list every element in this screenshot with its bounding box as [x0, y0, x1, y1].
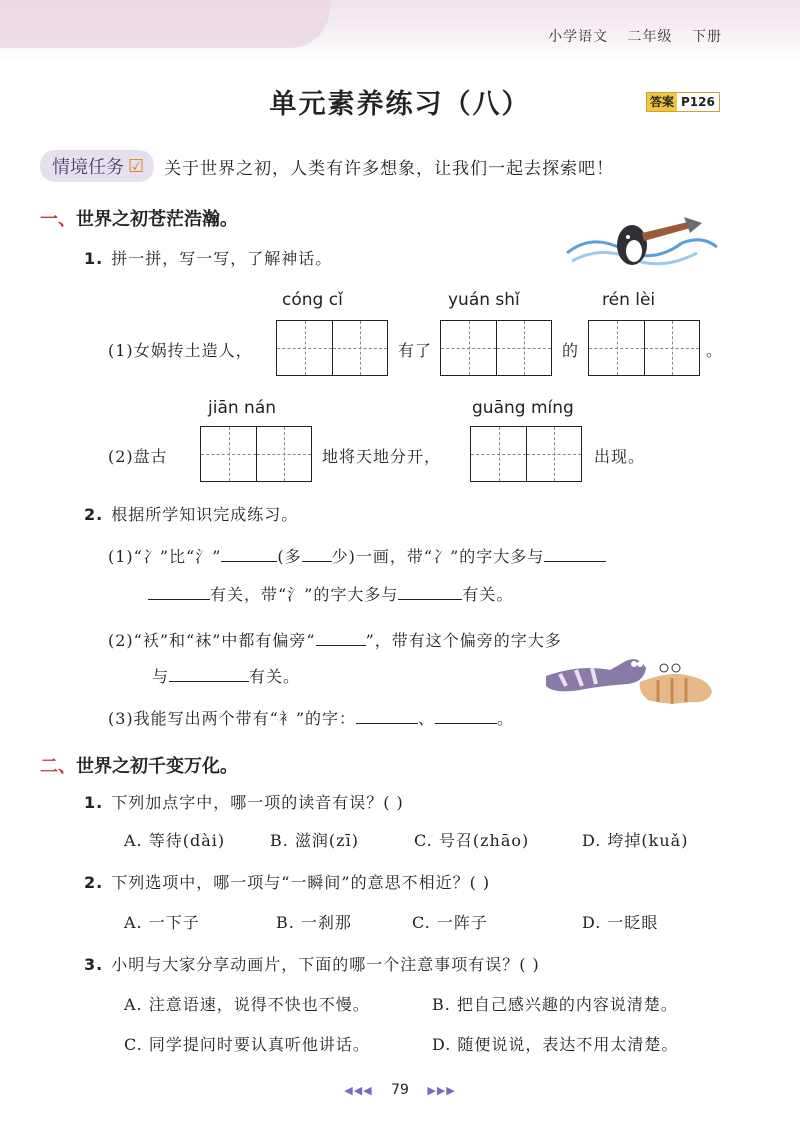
- page-footer: [0, 1082, 800, 1098]
- grid-cell[interactable]: [496, 321, 551, 375]
- s1-q2-part3-b: 、: [418, 709, 436, 728]
- page-title: 单元素养练习（八）: [269, 89, 531, 120]
- s1-q2-part1-line1: [108, 544, 606, 567]
- socks-illustration: [540, 646, 720, 708]
- pinyin-ren-lei: rén lèi: [602, 290, 656, 310]
- section-2-number: 二、: [40, 756, 76, 777]
- task-label: 情境任务: [52, 157, 124, 178]
- s1-q2-part1-e: 有关。: [462, 585, 514, 604]
- s2-q2-number: 2.: [84, 873, 104, 892]
- grade-label: 二年级: [627, 29, 673, 45]
- s1-q2-part2-a: (2)“袄”和“袜”中都有偏旁“: [108, 631, 316, 650]
- s2-q3-option-a[interactable]: A. 注意语速，说得不快也不慢。: [124, 995, 370, 1014]
- grid-cell[interactable]: [441, 321, 496, 375]
- answer-blank[interactable]: [169, 667, 249, 682]
- answer-blank[interactable]: [544, 547, 606, 562]
- s1-q1-line1-mid1: 有了: [398, 341, 433, 360]
- grid-cell[interactable]: [201, 427, 256, 481]
- s1-q2-part1-line2: [148, 582, 513, 605]
- s1-q2-number: 2.: [84, 505, 104, 524]
- grid-cell[interactable]: [471, 427, 526, 481]
- task-pill: [40, 150, 154, 182]
- writing-grid-cong-ci[interactable]: [276, 320, 388, 376]
- s2-q1-text: 下列加点字中，哪一项的读音有误？( ): [111, 793, 404, 812]
- answer-blank[interactable]: [398, 585, 462, 600]
- s2-q3-stem: [84, 952, 540, 975]
- s2-q1-stem: [84, 790, 404, 813]
- pinyin-jian-nan: jiān nán: [208, 398, 277, 418]
- penguin-illustration: [562, 213, 722, 275]
- next-arrows-icon: ▶▶▶: [427, 1084, 456, 1097]
- s1-q1-line1-pre: (1)女娲抟土造人，: [108, 341, 253, 360]
- writing-grid-yuan-shi[interactable]: [440, 320, 552, 376]
- s2-q3-option-b[interactable]: B. 把自己感兴趣的内容说清楚。: [432, 995, 678, 1014]
- grid-cell[interactable]: [256, 427, 311, 481]
- s2-q3-options-row2: [124, 1032, 678, 1055]
- s2-q2-options: [124, 910, 658, 933]
- answer-blank[interactable]: [435, 709, 497, 724]
- grid-cell[interactable]: [644, 321, 699, 375]
- grid-cell[interactable]: [589, 321, 644, 375]
- section-2-title: 世界之初千变万化。: [76, 756, 238, 777]
- s2-q1-option-a[interactable]: A. 等待(dài): [124, 831, 226, 850]
- s2-q3-options-row1: [124, 992, 678, 1015]
- writing-grid-jian-nan[interactable]: [200, 426, 312, 482]
- s1-q2-part2-d: 有关。: [249, 667, 301, 686]
- s1-q2-part1-b: (多: [277, 547, 302, 566]
- writing-grid-guang-ming[interactable]: [470, 426, 582, 482]
- s1-q2-part2-c: 与: [152, 667, 170, 686]
- section-2-heading: [40, 752, 238, 778]
- s2-q3-option-c[interactable]: C. 同学提问时要认真听他讲话。: [124, 1035, 370, 1054]
- writing-grid-ren-lei[interactable]: [588, 320, 700, 376]
- s1-q2-part1-c: 少)一画，带“冫”的字大多与: [331, 547, 545, 566]
- answer-blank[interactable]: [316, 631, 366, 646]
- answer-blank[interactable]: [302, 547, 332, 562]
- s1-q2-part1-a: (1)“冫”比“氵”: [108, 547, 222, 566]
- s1-q1-stem: [84, 246, 332, 269]
- s1-q1-text: 拼一拼，写一写，了解神话。: [111, 249, 333, 268]
- s2-q2-option-b[interactable]: B. 一刹那: [276, 913, 352, 932]
- pinyin-cong-ci: cóng cǐ: [282, 290, 343, 310]
- s2-q1-options: [124, 828, 688, 851]
- answer-label: 答案: [647, 93, 677, 111]
- task-banner: [40, 150, 614, 182]
- s2-q1-option-c[interactable]: C. 号召(zhāo): [414, 831, 530, 850]
- pinyin-guang-ming: guāng míng: [472, 398, 574, 418]
- answer-page: P126: [677, 93, 719, 111]
- s2-q1-number: 1.: [84, 793, 104, 812]
- s1-q1-line2-end: 出现。: [594, 447, 646, 466]
- s2-q2-option-a[interactable]: A. 一下子: [124, 913, 200, 932]
- s1-q2-text: 根据所学知识完成练习。: [111, 505, 299, 524]
- s1-q2-part2-b: ”，带有这个偏旁的字大多: [365, 631, 562, 650]
- s1-q2-part3-a: (3)我能写出两个带有“衤”的字：: [108, 709, 357, 728]
- s2-q2-text: 下列选项中，哪一项与“一瞬间”的意思不相近？( ): [111, 873, 491, 892]
- task-text: 关于世界之初，人类有许多想象，让我们一起去探索吧！: [164, 158, 615, 179]
- s2-q3-option-d[interactable]: D. 随便说说，表达不用太清楚。: [432, 1035, 679, 1054]
- page-number: 79: [391, 1082, 409, 1098]
- section-1-number: 一、: [40, 209, 76, 230]
- s2-q1-option-b[interactable]: B. 滋润(zī): [270, 831, 359, 850]
- s2-q3-number: 3.: [84, 955, 104, 974]
- s1-q2-part2-line1: [108, 628, 562, 651]
- s2-q2-stem: [84, 870, 490, 893]
- grid-cell[interactable]: [526, 427, 581, 481]
- s1-q2-stem: [84, 502, 298, 525]
- volume-label: 下册: [692, 29, 722, 45]
- subject-label: 小学语文: [548, 29, 609, 45]
- s1-q2-part2-line2: [152, 664, 300, 687]
- s2-q2-option-c[interactable]: C. 一阵子: [412, 913, 488, 932]
- grid-cell[interactable]: [332, 321, 387, 375]
- grid-cell[interactable]: [277, 321, 332, 375]
- pinyin-yuan-shi: yuán shǐ: [448, 290, 520, 310]
- s1-q1-line2-mid: 地将天地分开，: [322, 447, 442, 466]
- section-1-title: 世界之初苍茫浩瀚。: [76, 209, 238, 230]
- checkbox-icon: ☑: [128, 155, 145, 177]
- answer-blank[interactable]: [221, 547, 277, 562]
- s1-q1-line1-end: 。: [706, 341, 724, 360]
- prev-arrows-icon: ◀◀◀: [344, 1084, 373, 1097]
- s1-q1-number: 1.: [84, 249, 104, 268]
- s1-q2-part1-d: 有关，带“氵”的字大多与: [210, 585, 399, 604]
- book-info: [534, 26, 722, 46]
- s2-q1-option-d[interactable]: D. 垮掉(kuǎ): [582, 831, 689, 850]
- answer-blank[interactable]: [148, 585, 210, 600]
- answer-reference: [646, 92, 720, 112]
- s1-q1-line2-pre: (2)盘古: [108, 447, 168, 466]
- s1-q2-part3-line: [108, 706, 514, 729]
- s2-q2-option-d[interactable]: D. 一眨眼: [582, 913, 659, 932]
- answer-blank[interactable]: [356, 709, 418, 724]
- section-1-heading: [40, 205, 238, 231]
- s1-q2-part3-c: 。: [497, 709, 515, 728]
- s2-q3-text: 小明与大家分享动画片，下面的哪一个注意事项有误？( ): [111, 955, 540, 974]
- s1-q1-line1-mid2: 的: [562, 341, 580, 360]
